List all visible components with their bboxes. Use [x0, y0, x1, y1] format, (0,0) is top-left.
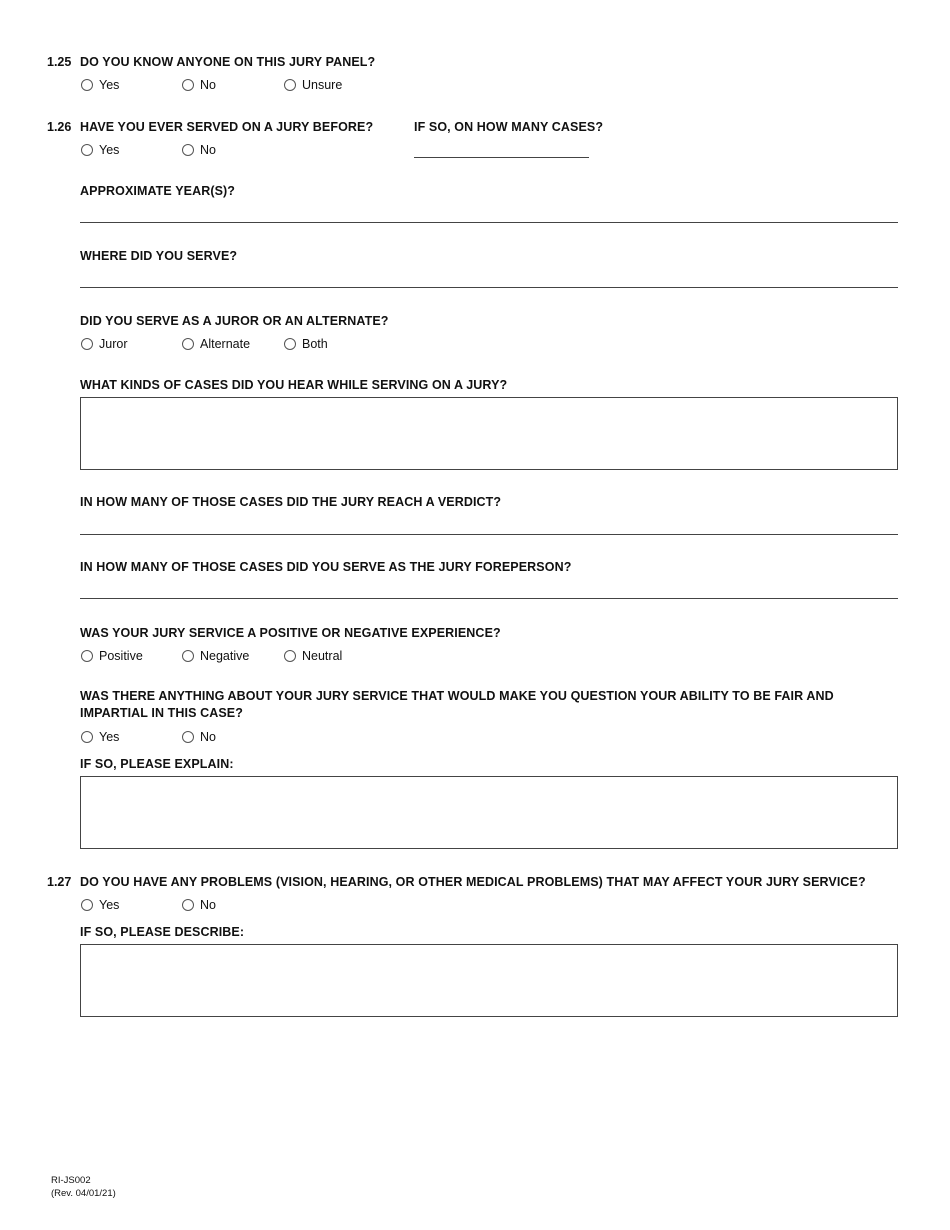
option-fair-no[interactable]: [182, 730, 216, 744]
option-label: Yes: [99, 78, 120, 92]
kinds-of-cases-textarea[interactable]: [80, 397, 898, 470]
option-label: Yes: [99, 730, 120, 744]
form-footer: [51, 1174, 116, 1200]
option-label: Neutral: [302, 649, 343, 663]
option-label: Positive: [99, 649, 143, 663]
where-served-field[interactable]: [80, 287, 898, 288]
radio-icon[interactable]: [81, 338, 93, 350]
kinds-of-cases-label: WHAT KINDS OF CASES DID YOU HEAR WHILE SERVING ON A JURY?: [80, 378, 508, 392]
radio-icon[interactable]: [182, 650, 194, 662]
question-1-25: DO YOU KNOW ANYONE ON THIS JURY PANEL?: [80, 55, 376, 69]
option-label: No: [200, 898, 216, 912]
foreperson-count-field[interactable]: [80, 598, 898, 599]
question-number-1-26: 1.26: [47, 120, 72, 134]
option-label: Yes: [99, 143, 120, 157]
radio-icon[interactable]: [81, 144, 93, 156]
describe-label: IF SO, PLEASE DESCRIBE:: [80, 925, 245, 939]
option-1-25-yes[interactable]: [81, 78, 119, 92]
question-number-1-25: 1.25: [47, 55, 72, 69]
option-label: Yes: [99, 898, 120, 912]
explain-textarea[interactable]: [80, 776, 898, 849]
option-1-26-yes[interactable]: [81, 143, 119, 157]
radio-icon[interactable]: [182, 338, 194, 350]
option-neutral[interactable]: [284, 649, 342, 663]
option-both[interactable]: [284, 337, 328, 351]
verdict-count-field[interactable]: [80, 534, 898, 535]
radio-icon[interactable]: [81, 79, 93, 91]
option-1-27-yes[interactable]: [81, 898, 119, 912]
radio-icon[interactable]: [81, 650, 93, 662]
option-label: Unsure: [302, 78, 343, 92]
radio-icon[interactable]: [284, 650, 296, 662]
form-revision: (Rev. 04/01/21): [51, 1188, 116, 1199]
question-number-1-27: 1.27: [47, 875, 72, 889]
option-label: Juror: [99, 337, 128, 351]
where-served-label: WHERE DID YOU SERVE?: [80, 249, 238, 263]
option-1-27-no[interactable]: [182, 898, 216, 912]
option-alternate[interactable]: [182, 337, 250, 351]
radio-icon[interactable]: [284, 79, 296, 91]
option-1-26-no[interactable]: [182, 143, 216, 157]
radio-icon[interactable]: [81, 731, 93, 743]
radio-icon[interactable]: [284, 338, 296, 350]
describe-textarea[interactable]: [80, 944, 898, 1017]
option-juror[interactable]: [81, 337, 127, 351]
radio-icon[interactable]: [182, 144, 194, 156]
explain-label: IF SO, PLEASE EXPLAIN:: [80, 757, 234, 771]
radio-icon[interactable]: [182, 79, 194, 91]
question-1-27: DO YOU HAVE ANY PROBLEMS (VISION, HEARING, OR OTHER MEDICAL PROBLEMS) THAT MAY AFFECT YOUR JURY SERVICE?: [80, 875, 866, 889]
radio-icon[interactable]: [81, 899, 93, 911]
how-many-cases-field[interactable]: [414, 157, 589, 158]
option-fair-yes[interactable]: [81, 730, 119, 744]
foreperson-count-label: IN HOW MANY OF THOSE CASES DID YOU SERVE AS THE JURY FOREPERSON?: [80, 560, 572, 574]
question-1-26: HAVE YOU EVER SERVED ON A JURY BEFORE?: [80, 120, 374, 134]
juror-or-alternate-label: DID YOU SERVE AS A JUROR OR AN ALTERNATE?: [80, 314, 389, 328]
option-label: Negative: [200, 649, 250, 663]
option-label: Alternate: [200, 337, 251, 351]
option-label: No: [200, 78, 216, 92]
approximate-years-field[interactable]: [80, 222, 898, 223]
option-negative[interactable]: [182, 649, 249, 663]
approximate-years-label: APPROXIMATE YEAR(S)?: [80, 184, 236, 198]
experience-label: WAS YOUR JURY SERVICE A POSITIVE OR NEGATIVE EXPERIENCE?: [80, 626, 501, 640]
option-1-25-no[interactable]: [182, 78, 216, 92]
radio-icon[interactable]: [182, 899, 194, 911]
form-id: RI-JS002: [51, 1175, 91, 1186]
verdict-count-label: IN HOW MANY OF THOSE CASES DID THE JURY REACH A VERDICT?: [80, 495, 502, 509]
radio-icon[interactable]: [182, 731, 194, 743]
option-1-25-unsure[interactable]: [284, 78, 342, 92]
option-label: No: [200, 730, 216, 744]
option-label: Both: [302, 337, 328, 351]
fair-impartial-label: WAS THERE ANYTHING ABOUT YOUR JURY SERVICE THAT WOULD MAKE YOU QUESTION YOUR ABILITY TO BE FAIR AND IMPARTIAL IN THIS CASE?: [80, 689, 834, 720]
option-positive[interactable]: [81, 649, 143, 663]
option-label: No: [200, 143, 216, 157]
how-many-cases-label: IF SO, ON HOW MANY CASES?: [414, 120, 604, 134]
